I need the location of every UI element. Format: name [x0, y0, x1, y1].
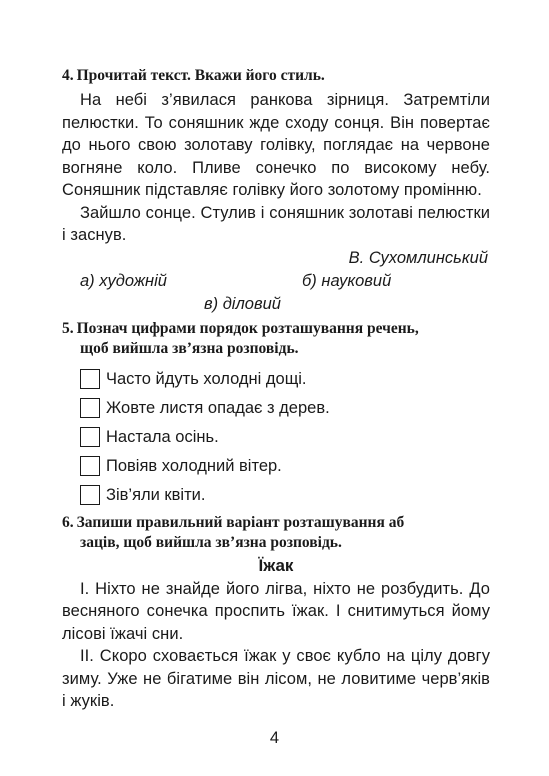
sentence-text: Жовте листя опадає з дерев. [106, 398, 330, 417]
page-number: 4 [269, 729, 280, 747]
task-4-number: 4. [62, 67, 74, 84]
text-author: В. Сухомлинський [348, 248, 488, 267]
story-paragraph-2: ІІ. Скоро сховається їжак у своє кубло на цілу довгу зиму. Уже не бігатиме він лісом, не ловитиме черв’яків і жуків. [62, 647, 490, 710]
order-box[interactable] [80, 398, 100, 418]
order-box[interactable] [80, 456, 100, 476]
list-item [62, 365, 490, 394]
task-6-prompt-line-2: заців, щоб вийшла зв’язна розповідь. [80, 533, 342, 551]
task-4-prompt [62, 66, 490, 86]
task-5-prompt-line-2: щоб вийшла зв’язна розповідь. [80, 339, 299, 357]
list-item [62, 394, 490, 423]
sentence-text: Настала осінь. [106, 427, 219, 446]
task-6-prompt-line-1: Запиши правильний варіант розташування аб [76, 513, 405, 531]
task-5-prompt [62, 319, 490, 359]
text-paragraph-1: На небі з’явилася ранкова зірниця. Затремтіли пелюстки. То соняшник жде сходу сонця. Він повертає до нього свою золотаву голівку, поглядає на червоне вогняне коло. Пливе сонечко по високому небу. Соняшник підставляє голівку його золотому промінню. [62, 91, 490, 199]
task-5-number: 5. [62, 319, 74, 337]
option-a: а) художній [80, 271, 167, 290]
list-item [62, 481, 490, 510]
task-6-number: 6. [62, 513, 74, 531]
order-box[interactable] [80, 485, 100, 505]
story-paragraph-1: І. Ніхто не знайде його лігва, ніхто не розбудить. До весняного сонечка проспить їжак. І снитимуться йому лісові їжачі сни. [62, 579, 490, 643]
sentence-order-list [62, 365, 490, 510]
sentence-text: Зів’яли квіти. [106, 485, 206, 504]
style-options [62, 270, 490, 316]
task-6-prompt [62, 513, 490, 553]
page-content [62, 66, 490, 713]
text-paragraph-2: Зайшло сонце. Стулив і соняшник золотаві пелюстки і заснув. [62, 203, 490, 244]
task-5-prompt-line-1: Познач цифрами порядок розташування речень, [76, 319, 419, 337]
sentence-text: Часто йдуть холодні дощі. [106, 369, 307, 388]
task-4-prompt-text: Прочитай текст. Вкажи його стиль. [76, 67, 325, 84]
option-c: в) діловий [204, 294, 281, 313]
option-b: б) науковий [302, 271, 392, 290]
list-item [62, 423, 490, 452]
sentence-text: Повіяв холодний вітер. [106, 456, 282, 475]
story-title: Їжак [258, 555, 294, 575]
order-box[interactable] [80, 427, 100, 447]
list-item [62, 452, 490, 481]
order-box[interactable] [80, 369, 100, 389]
